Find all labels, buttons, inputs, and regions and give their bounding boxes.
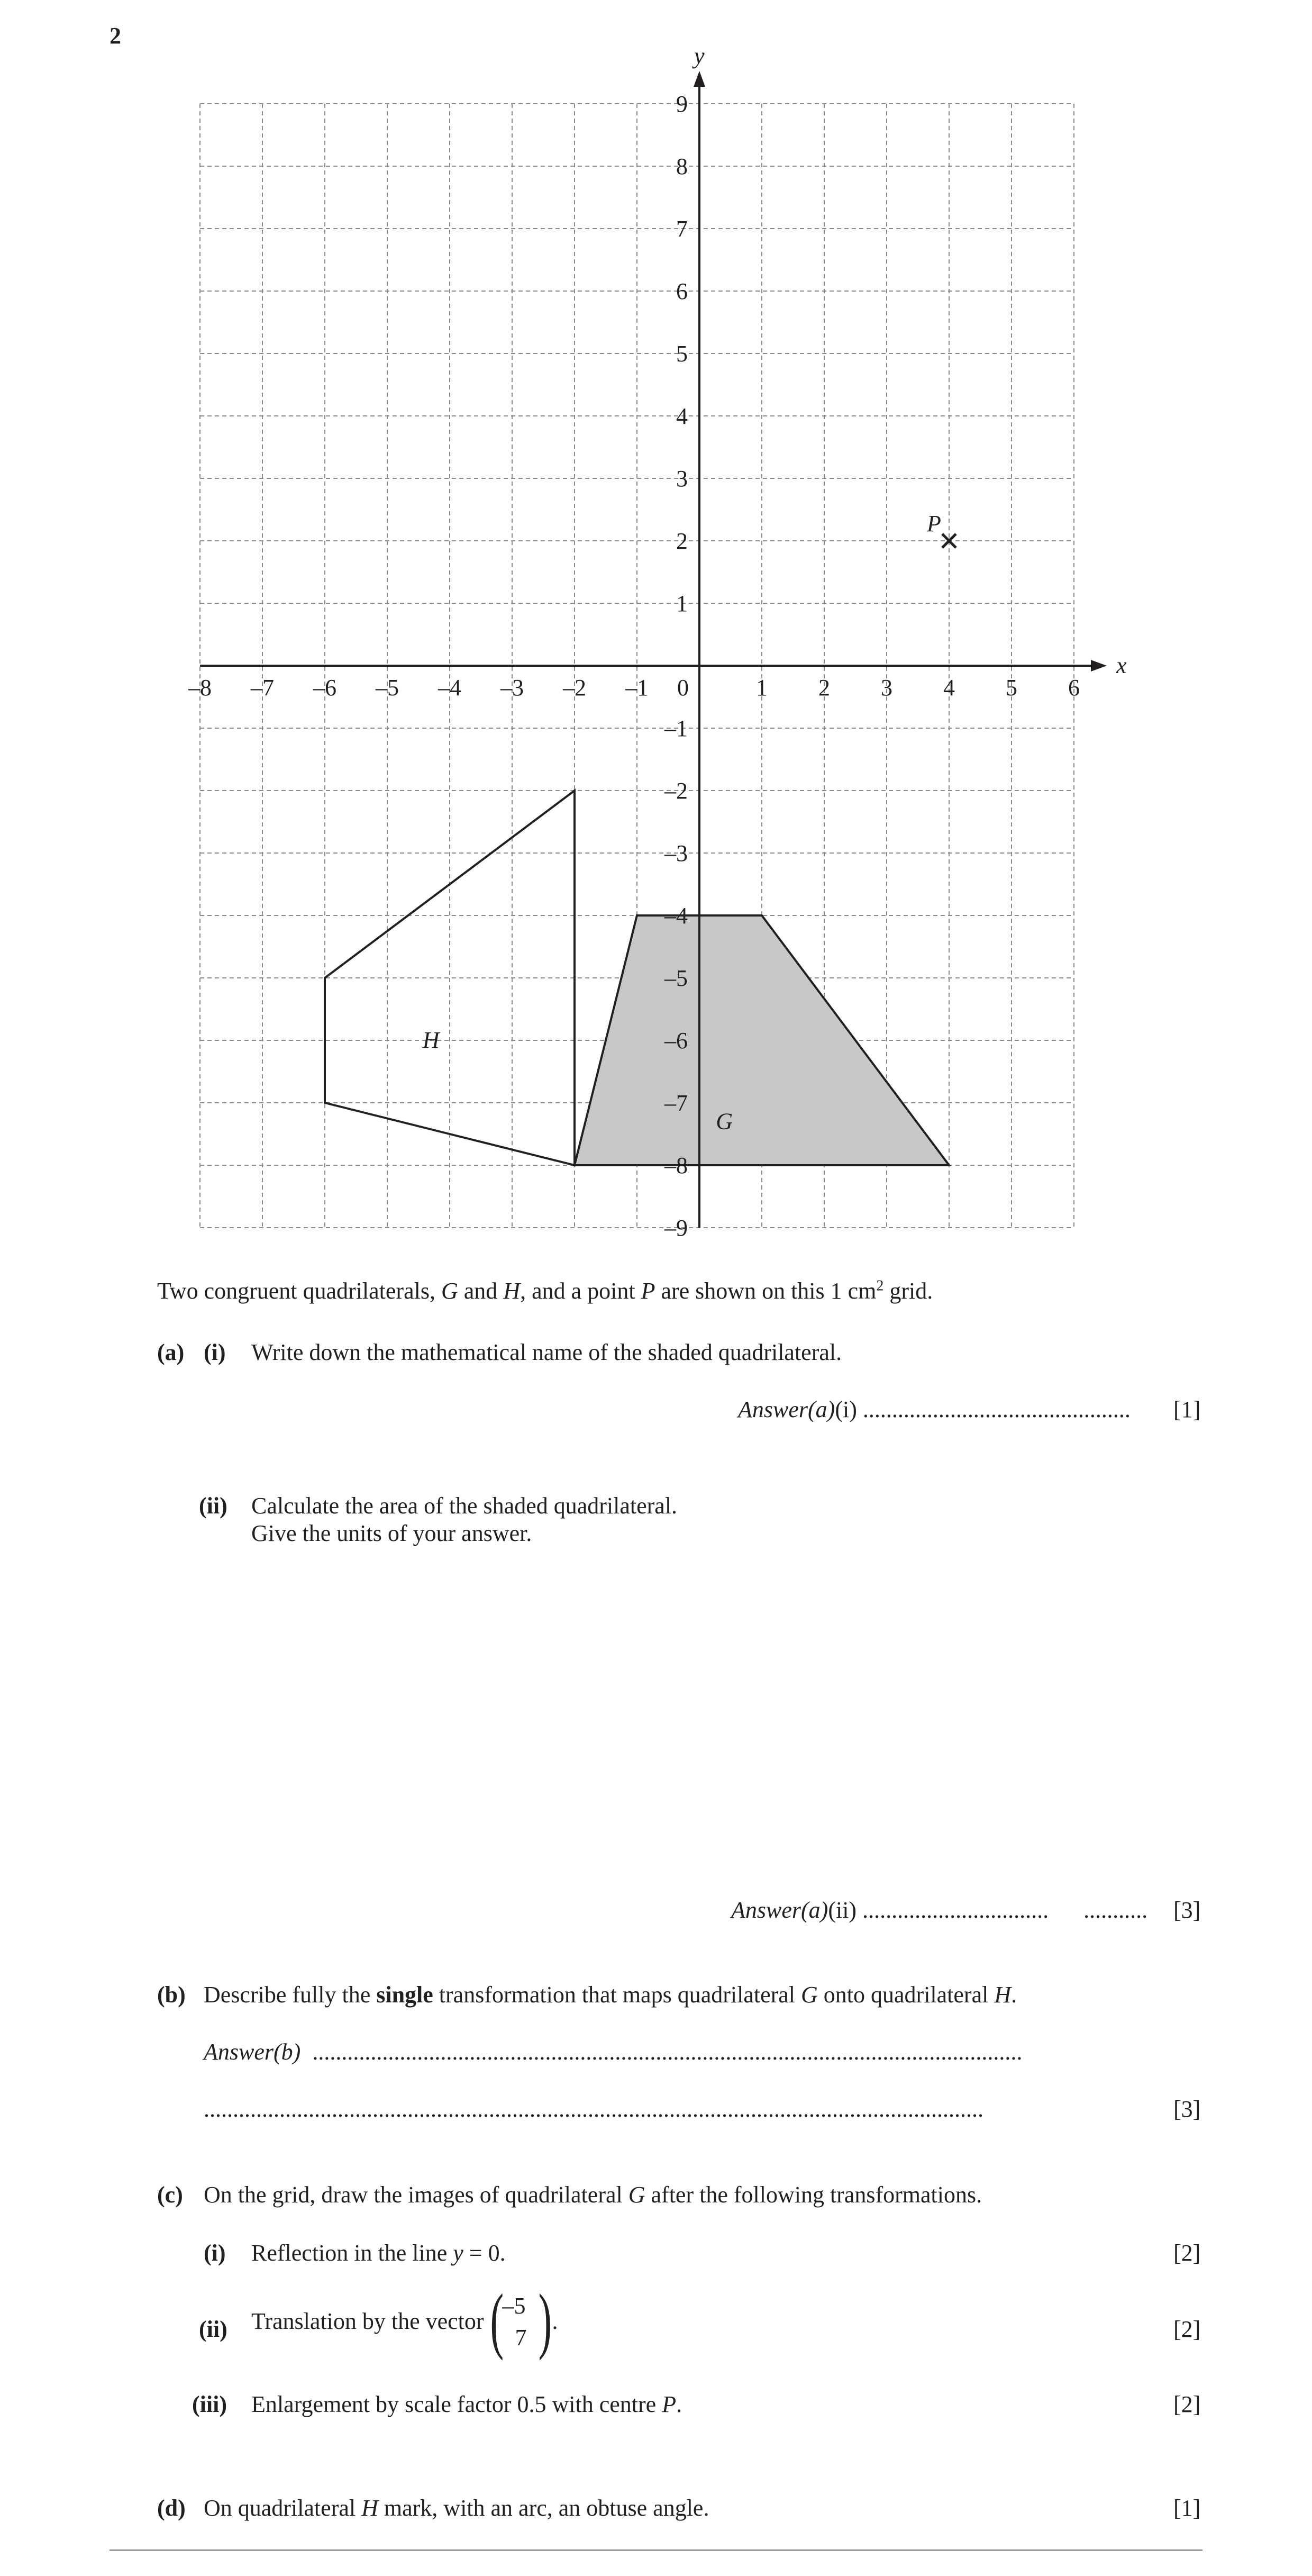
y-tick-label: –8 [664,1153,688,1178]
x-tick-label: –6 [313,675,336,701]
marks-c-iii: [2] [1173,2391,1201,2417]
question-a-i-text: Write down the mathematical name of the shaded quadrilateral. [251,1339,842,1365]
y-tick-label: 9 [676,91,688,117]
x-tick-label: –1 [625,675,649,701]
y-tick-label: 5 [676,341,688,367]
x-tick-label: –5 [376,675,399,701]
y-tick-label: –9 [664,1215,688,1241]
y-axis-label: y [694,43,705,69]
intro-text: Two congruent quadrilaterals, G and H, and a point P are shown on this 1 $cm^2$ grid. [157,1277,933,1304]
question-c-text: On the grid, draw the images of quadrilateral G after the following transformations. [204,2182,982,2208]
marks-d: [1] [1173,2495,1201,2521]
shape-label-G: G [716,1108,733,1135]
x-tick-label: 2 [818,675,830,701]
column-vector: ( –5 7 ) [490,2279,552,2361]
marks-b: [3] [1173,2096,1201,2122]
y-tick-label: 8 [676,153,688,179]
answer-b-line-1[interactable]: Answer(b) .......................................................................................................................... [204,2039,1023,2065]
y-tick-label: –5 [664,965,688,991]
quadrilaterals [325,511,956,1165]
answer-a-i-line[interactable]: Answer(a)(i) .............................................. [738,1396,1131,1422]
question-a-i-label: (i) [204,1339,226,1365]
x-axis-label: x [1116,652,1127,678]
question-c-iii-label: (iii) [192,2391,227,2417]
y-tick-label: 4 [676,403,688,429]
x-tick-label: 1 [756,675,768,701]
coordinate-grid [159,42,1153,1270]
question-a-ii-label: (ii) [199,1493,227,1519]
answer-a-ii-line[interactable]: Answer(a)(ii) ................................ ........... [731,1897,1148,1923]
question-a-ii-line1: Calculate the area of the shaded quadrilateral. [251,1493,678,1519]
y-tick-label: –7 [664,1090,688,1116]
x-tick-label: –4 [438,675,461,701]
footer-rule [110,2550,1202,2551]
x-tick-label: 5 [1006,675,1017,701]
x-tick-label: –8 [188,675,212,701]
point-p-label: P [927,511,941,537]
question-a-ii-line2: Give the units of your answer. [251,1520,532,1546]
y-axis-arrow [694,71,705,87]
question-d-text: On quadrilateral H mark, with an arc, an obtuse angle. [204,2495,709,2521]
x-axis-arrow [1091,660,1107,672]
question-d-label: (d) [157,2495,186,2521]
marks-a-i: [1] [1173,1396,1201,1422]
question-b-label: (b) [157,1982,186,2008]
x-tick-label: –3 [500,675,524,701]
origin-label: 0 [677,675,689,701]
y-tick-label: 7 [676,216,688,242]
x-tick-label: –7 [251,675,274,701]
question-a-label: (a) [157,1339,185,1365]
y-tick-label: 6 [676,278,688,304]
x-tick-label: –2 [563,675,586,701]
x-tick-label: 6 [1068,675,1080,701]
question-c-ii-text: Translation by the vector ( –5 7 ) . [251,2279,558,2361]
question-c-iii-text: Enlargement by scale factor 0.5 with centre P. [251,2391,682,2417]
x-tick-label: 4 [943,675,955,701]
question-c-i-text: Reflection in the line y = 0. [251,2240,506,2266]
y-tick-label: 3 [676,466,688,492]
question-b-text: Describe fully the single transformation that maps quadrilateral G onto quadrilateral H. [204,1982,1017,2008]
x-tick-label: 3 [881,675,892,701]
answer-b-line-2[interactable]: ...................................................................................................................................... [204,2096,983,2122]
y-tick-label: –3 [664,840,688,866]
question-c-label: (c) [157,2182,183,2208]
marks-c-ii: [2] [1173,2316,1201,2342]
y-tick-label: –4 [664,903,688,929]
page-number: 2 [110,23,121,49]
y-tick-label: –1 [664,715,688,741]
marks-c-i: [2] [1173,2240,1201,2266]
shape-label-H: H [422,1027,440,1053]
marks-a-ii: [3] [1173,1897,1201,1923]
question-c-i-label: (i) [204,2240,226,2266]
y-tick-label: –6 [664,1028,688,1054]
y-tick-label: 1 [676,591,688,616]
y-tick-label: –2 [664,778,688,804]
y-tick-label: 2 [676,528,688,554]
question-c-ii-label: (ii) [199,2316,227,2342]
